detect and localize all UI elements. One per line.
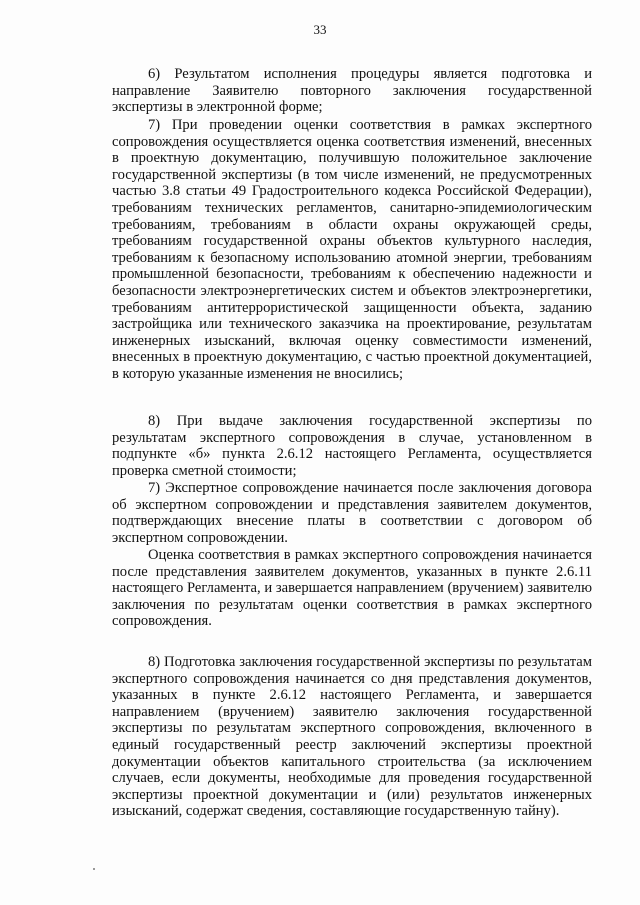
paragraph-text: Оценка соответствия в рамках экспертного сопровождения начинается после представления заявителем документов, указанных в пункте 2.6.11 настоящего Регламента, и завершается направлением (вручением) заявителю заключения по результатам оценки соответствия в рамках экспертного сопровождения. [112, 547, 592, 630]
paragraph-text: 8) При выдаче заключения государственной экспертизы по результатам экспертного сопровождения в случае, установленном в подпункте «б» пункта 2.6.12 настоящего Регламента, осуществляется проверка сметной стоимости; [112, 413, 592, 479]
paragraph-6-result [112, 66, 592, 116]
scan-dot-mark [93, 868, 95, 870]
paragraph-assessment-start [112, 547, 592, 630]
paragraph-8-conclusion-preparation [112, 654, 592, 820]
paragraph-8-estimate-check [112, 413, 592, 479]
paragraph-7-expert-support [112, 480, 592, 546]
paragraph-text: 8) Подготовка заключения государственной экспертизы по результатам экспертного сопровождения начинается со дня представления документов, указанных в пункте 2.6.12 настоящего Регламента, и завершается направлением (вручением) заявителю заключения государственной экспертизы по результатам экспертного сопровождения, включенного в единый государственный реестр заключений экспертизы проектной документации объектов капитального строительства (за исключением случаев, если документы, необходимые для проведения государственной экспертизы проектной документации и (или) результатов инженерных изысканий, содержат сведения, составляющие государственную тайну). [112, 654, 592, 820]
paragraph-text: 6) Результатом исполнения процедуры является подготовка и направление Заявителю повторного заключения государственной экспертизы в электронной форме; [112, 66, 592, 116]
paragraph-7-assessment [112, 117, 592, 383]
paragraph-text: 7) При проведении оценки соответствия в рамках экспертного сопровождения осуществляется оценка соответствия изменений, внесенных в проектную документацию, получившую положительное заключение государственной экспертизы (в том числе изменений, не предусмотренных частью 3.8 статьи 49 Градостроительного кодекса Российской Федерации), требованиям технических регламентов, санитарно-эпидемиологическим требованиям, требованиям в области охраны окружающей среды, требованиям государственной охраны объектов культурного наследия, требованиям к безопасному использованию атомной энергии, требованиям промышленной безопасности, требованиям к обеспечению надежности и безопасности электроэнергетических систем и объектов электроэнергетики, требованиям антитеррористической защищенности объекта, заданию застройщика или технического заказчика на проектирование, результатам инженерных изысканий, включая оценку совместимости изменений, внесенных в проектную документацию, с частью проектной документацией, в которую указанные изменения не вносились; [112, 117, 592, 382]
page-number: 33 [313, 22, 327, 37]
paragraph-text: 7) Экспертное сопровождение начинается после заключения договора об экспертном сопровождении и представления заявителем документов, подтверждающих внесение платы в соответствии с договором об экспертном сопровождении. [112, 480, 592, 546]
